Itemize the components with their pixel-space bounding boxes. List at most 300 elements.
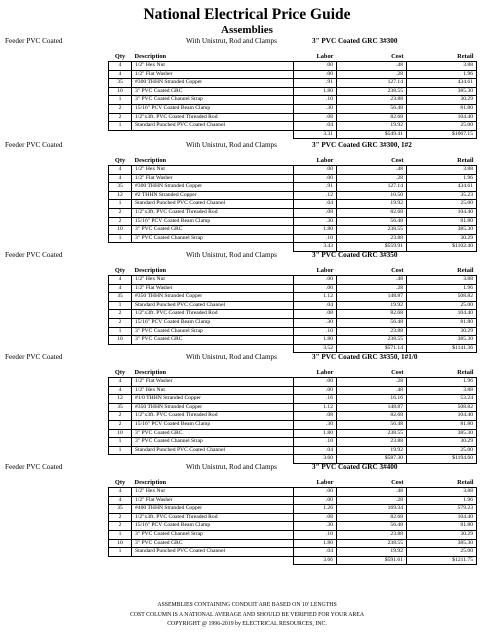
description-cell: 3" PVC Coated GRC xyxy=(132,539,294,548)
description-cell: 15/16" PCV Coated Beam Clamp xyxy=(132,318,294,327)
retail-cell: 1.96 xyxy=(407,70,477,79)
retail-cell: 1.96 xyxy=(407,174,477,183)
table-row xyxy=(109,208,477,217)
labor-cell: 1.80 xyxy=(294,539,337,548)
qty-cell: 10 xyxy=(109,539,132,548)
retail-cell: 434.61 xyxy=(407,79,477,88)
qty-cell: 4 xyxy=(109,166,132,175)
description-cell: 3" PVC Coated GRC xyxy=(132,336,294,345)
labor-cell: .04 xyxy=(294,548,337,557)
cost-cell: 19.92 xyxy=(337,446,407,455)
qty-cell: 1 xyxy=(109,530,132,539)
column-header-qty: Qty xyxy=(114,52,126,60)
retail-cell: 104.40 xyxy=(407,412,477,421)
qty-cell: 4 xyxy=(109,70,132,79)
labor-cell: .08 xyxy=(294,113,337,122)
assembly-table xyxy=(108,265,477,353)
assembly-table xyxy=(108,477,477,565)
qty-cell: 2 xyxy=(109,513,132,522)
cost-cell: 19.92 xyxy=(337,301,407,310)
assembly-block xyxy=(5,462,489,565)
retail-cell: 385.30 xyxy=(407,336,477,345)
cost-cell: .28 xyxy=(337,70,407,79)
cost-cell: 23.88 xyxy=(337,530,407,539)
qty-cell: 2 xyxy=(109,208,132,217)
table-row xyxy=(109,327,477,336)
assembly-header xyxy=(5,250,489,262)
labor-cell: .12 xyxy=(294,191,337,200)
cost-cell: .28 xyxy=(337,284,407,293)
cost-cell: 19.92 xyxy=(337,548,407,557)
retail-cell: 30.29 xyxy=(407,438,477,447)
description-cell: Standard Punched PVC Coated Channel xyxy=(132,122,294,131)
table-row xyxy=(109,505,477,514)
assembly-category: Feeder PVC Coated xyxy=(5,141,63,149)
description-cell: 15/16" PCV Coated Beam Clamp xyxy=(132,522,294,531)
labor-cell: .00 xyxy=(294,166,337,175)
column-header-cost: Cost xyxy=(391,156,404,164)
cost-cell: 56.48 xyxy=(337,104,407,113)
description-cell: 1/2" Flat Washer xyxy=(132,174,294,183)
cost-cell: 56.48 xyxy=(337,318,407,327)
cost-cell: .48 xyxy=(337,488,407,497)
labor-cell: .30 xyxy=(294,318,337,327)
assembly-header xyxy=(5,36,489,48)
column-header-cost: Cost xyxy=(391,478,404,486)
assembly-header xyxy=(5,352,489,364)
qty-cell: 35 xyxy=(109,505,132,514)
table-row xyxy=(109,104,477,113)
retail-cell: 508.82 xyxy=(407,293,477,302)
table-row xyxy=(109,420,477,429)
assembly-category: Feeder PVC Coated xyxy=(5,353,63,361)
column-header-labor: Labor xyxy=(316,156,334,164)
labor-cell: 1.80 xyxy=(294,429,337,438)
cost-cell: 16.16 xyxy=(337,395,407,404)
table-row xyxy=(109,548,477,557)
column-header-cost: Cost xyxy=(391,266,404,274)
description-cell: #350 THHN Stranded Copper xyxy=(132,293,294,302)
retail-cell: 81.80 xyxy=(407,522,477,531)
assembly-block xyxy=(5,140,489,252)
assembly-category: Feeder PVC Coated xyxy=(5,463,63,471)
column-header-retail: Retail xyxy=(457,266,474,274)
column-header-labor: Labor xyxy=(316,52,334,60)
qty-cell: 4 xyxy=(109,62,132,71)
table-row xyxy=(109,200,477,209)
retail-cell: 30.29 xyxy=(407,234,477,243)
table-row xyxy=(109,183,477,192)
table-row xyxy=(109,403,477,412)
cost-cell: .28 xyxy=(337,378,407,387)
retail-cell: 81.80 xyxy=(407,318,477,327)
qty-cell: 1 xyxy=(109,446,132,455)
table-row xyxy=(109,522,477,531)
column-header-description: Description xyxy=(134,478,167,486)
description-cell: 15/16" PCV Coated Beam Clamp xyxy=(132,420,294,429)
qty-cell: 10 xyxy=(109,336,132,345)
totals-spacer xyxy=(132,130,294,139)
table-row xyxy=(109,412,477,421)
qty-cell: 35 xyxy=(109,79,132,88)
totals-spacer xyxy=(132,556,294,565)
footer-line-1: ASSEMBLIES CONTAINING CONDUIT ARE BASED ON 10' LENGTHS xyxy=(157,602,337,608)
labor-cell: .00 xyxy=(294,62,337,71)
qty-cell: 2 xyxy=(109,318,132,327)
table-row xyxy=(109,488,477,497)
table-row xyxy=(109,513,477,522)
labor-cell: 1.80 xyxy=(294,87,337,96)
assembly-title: 3" PVC Coated GRC 3#350, 1#1/0 xyxy=(312,353,418,361)
column-header-retail: Retail xyxy=(457,478,474,486)
table-row xyxy=(109,79,477,88)
labor-cell: .10 xyxy=(294,327,337,336)
qty-cell: 1 xyxy=(109,327,132,336)
cost-cell: 169.34 xyxy=(337,505,407,514)
cost-cell: 23.88 xyxy=(337,327,407,336)
table-row xyxy=(109,276,477,285)
cost-cell: .48 xyxy=(337,386,407,395)
total-labor: 3.66 xyxy=(294,556,337,565)
page-subtitle: Assemblies xyxy=(221,24,273,36)
qty-cell: 35 xyxy=(109,293,132,302)
description-cell: 1/2" Hex Nut xyxy=(132,488,294,497)
labor-cell: 1.26 xyxy=(294,505,337,514)
cost-cell: 82.68 xyxy=(337,412,407,421)
description-cell: 1/2" Flat Washer xyxy=(132,70,294,79)
labor-cell: .04 xyxy=(294,446,337,455)
table-row xyxy=(109,87,477,96)
retail-cell: 81.80 xyxy=(407,420,477,429)
labor-cell: .04 xyxy=(294,301,337,310)
labor-cell: .10 xyxy=(294,96,337,105)
totals-spacer xyxy=(109,556,132,565)
retail-cell: 53.24 xyxy=(407,395,477,404)
cost-cell: 127.14 xyxy=(337,183,407,192)
retail-cell: 25.00 xyxy=(407,122,477,131)
assembly-method: With Unistrut, Rod and Clamps xyxy=(186,37,277,45)
cost-cell: 19.92 xyxy=(337,200,407,209)
description-cell: 15/16" PCV Coated Beam Clamp xyxy=(132,217,294,226)
assembly-category: Feeder PVC Coated xyxy=(5,37,63,45)
footer-line-3: COPYRIGHT @ 1996-2019 by ELECTRICAL RESOURCES, INC. xyxy=(167,621,327,627)
table-row xyxy=(109,496,477,505)
description-cell: #300 THHN Stranded Copper xyxy=(132,183,294,192)
description-cell: 3" PVC Coated Channel Strap xyxy=(132,234,294,243)
qty-cell: 1 xyxy=(109,438,132,447)
assembly-table xyxy=(108,367,477,464)
retail-cell: 385.30 xyxy=(407,539,477,548)
retail-cell: 25.00 xyxy=(407,301,477,310)
retail-cell: 579.23 xyxy=(407,505,477,514)
assembly-header xyxy=(5,462,489,474)
qty-cell: 2 xyxy=(109,412,132,421)
retail-cell: 3.88 xyxy=(407,276,477,285)
description-cell: 1/2" Flat Washer xyxy=(132,496,294,505)
description-cell: Standard Punched PVC Coated Channel xyxy=(132,446,294,455)
description-cell: #350 THHN Stranded Copper xyxy=(132,403,294,412)
cost-cell: 238.55 xyxy=(337,87,407,96)
qty-cell: 1 xyxy=(109,122,132,131)
qty-cell: 4 xyxy=(109,488,132,497)
totals-row xyxy=(109,556,477,565)
labor-cell: 1.12 xyxy=(294,293,337,302)
column-header-retail: Retail xyxy=(457,52,474,60)
table-row xyxy=(109,174,477,183)
qty-cell: 4 xyxy=(109,378,132,387)
qty-cell: 1 xyxy=(109,96,132,105)
cost-cell: 10.50 xyxy=(337,191,407,200)
qty-cell: 4 xyxy=(109,174,132,183)
total-retail: $1067.15 xyxy=(407,130,477,139)
retail-cell: 25.00 xyxy=(407,200,477,209)
cost-cell: 238.55 xyxy=(337,539,407,548)
labor-cell: 1.80 xyxy=(294,336,337,345)
retail-cell: 1.96 xyxy=(407,284,477,293)
total-cost: $591.61 xyxy=(337,556,407,565)
description-cell: 3" PVC Coated GRC xyxy=(132,429,294,438)
qty-cell: 1 xyxy=(109,301,132,310)
labor-cell: .00 xyxy=(294,284,337,293)
description-cell: 3" PVC Coated Channel Strap xyxy=(132,96,294,105)
qty-cell: 4 xyxy=(109,276,132,285)
cost-cell: 56.48 xyxy=(337,420,407,429)
cost-cell: 127.14 xyxy=(337,79,407,88)
description-cell: 15/16" PCV Coated Beam Clamp xyxy=(132,104,294,113)
total-cost: $559.91 xyxy=(337,243,407,252)
retail-cell: 104.40 xyxy=(407,208,477,217)
column-header-description: Description xyxy=(134,156,167,164)
labor-cell: .00 xyxy=(294,488,337,497)
retail-cell: 3.88 xyxy=(407,166,477,175)
assembly-title: 3" PVC Coated GRC 3#350 xyxy=(312,251,398,259)
retail-cell: 104.40 xyxy=(407,513,477,522)
cost-cell: 23.88 xyxy=(337,234,407,243)
table-row xyxy=(109,96,477,105)
table-row xyxy=(109,395,477,404)
description-cell: Standard Punched PVC Coated Channel xyxy=(132,200,294,209)
labor-cell: .10 xyxy=(294,530,337,539)
totals-row xyxy=(109,130,477,139)
table-row xyxy=(109,226,477,235)
column-header-cost: Cost xyxy=(391,368,404,376)
qty-cell: 35 xyxy=(109,183,132,192)
total-cost: $549.41 xyxy=(337,130,407,139)
qty-cell: 2 xyxy=(109,310,132,319)
assembly-block xyxy=(5,36,489,139)
labor-cell: .00 xyxy=(294,386,337,395)
qty-cell: 4 xyxy=(109,496,132,505)
qty-cell: 10 xyxy=(109,429,132,438)
table-header-row xyxy=(109,367,477,378)
table-row xyxy=(109,70,477,79)
labor-cell: .30 xyxy=(294,217,337,226)
labor-cell: .91 xyxy=(294,79,337,88)
total-labor: 3.31 xyxy=(294,130,337,139)
qty-cell: 2 xyxy=(109,217,132,226)
assembly-method: With Unistrut, Rod and Clamps xyxy=(186,463,277,471)
qty-cell: 1 xyxy=(109,200,132,209)
table-row xyxy=(109,62,477,71)
labor-cell: .00 xyxy=(294,276,337,285)
total-labor: 3.60 xyxy=(294,455,337,464)
table-row xyxy=(109,429,477,438)
cost-cell: 238.55 xyxy=(337,429,407,438)
table-header-row xyxy=(109,265,477,276)
cost-cell: 56.48 xyxy=(337,522,407,531)
assembly-title: 3" PVC Coated GRC 3#400 xyxy=(312,463,398,471)
column-header-qty: Qty xyxy=(114,266,126,274)
cost-cell: 82.68 xyxy=(337,113,407,122)
column-header-retail: Retail xyxy=(457,156,474,164)
column-header-labor: Labor xyxy=(316,478,334,486)
table-row xyxy=(109,217,477,226)
labor-cell: .30 xyxy=(294,420,337,429)
table-header-row xyxy=(109,477,477,488)
table-row xyxy=(109,234,477,243)
labor-cell: 1.12 xyxy=(294,403,337,412)
retail-cell: 104.40 xyxy=(407,310,477,319)
labor-cell: .08 xyxy=(294,310,337,319)
table-row xyxy=(109,113,477,122)
total-retail: $1141.36 xyxy=(407,344,477,353)
table-row xyxy=(109,378,477,387)
qty-cell: 2 xyxy=(109,420,132,429)
total-retail: $1194.60 xyxy=(407,455,477,464)
table-row xyxy=(109,530,477,539)
retail-cell: 104.40 xyxy=(407,113,477,122)
description-cell: #300 THHN Stranded Copper xyxy=(132,79,294,88)
labor-cell: .10 xyxy=(294,438,337,447)
assembly-method: With Unistrut, Rod and Clamps xyxy=(186,141,277,149)
table-row xyxy=(109,301,477,310)
description-cell: #2 THHN Stranded Copper xyxy=(132,191,294,200)
retail-cell: 25.00 xyxy=(407,446,477,455)
table-row xyxy=(109,438,477,447)
retail-cell: 1.96 xyxy=(407,496,477,505)
assembly-header xyxy=(5,140,489,152)
labor-cell: .10 xyxy=(294,234,337,243)
retail-cell: 3.88 xyxy=(407,386,477,395)
labor-cell: .00 xyxy=(294,70,337,79)
column-header-cost: Cost xyxy=(391,52,404,60)
cost-cell: 82.68 xyxy=(337,513,407,522)
retail-cell: 434.61 xyxy=(407,183,477,192)
retail-cell: 508.82 xyxy=(407,403,477,412)
total-labor: 3.43 xyxy=(294,243,337,252)
description-cell: 3" PVC Coated GRC xyxy=(132,87,294,96)
total-cost: $587.30 xyxy=(337,455,407,464)
description-cell: 1/2"x3ft. PVC Coated Threaded Rod xyxy=(132,113,294,122)
labor-cell: .30 xyxy=(294,104,337,113)
qty-cell: 1 xyxy=(109,234,132,243)
description-cell: 1/2"x3ft. PVC Coated Threaded Rod xyxy=(132,310,294,319)
assembly-method: With Unistrut, Rod and Clamps xyxy=(186,251,277,259)
description-cell: 1/2"x3ft. PVC Coated Threaded Rod xyxy=(132,513,294,522)
labor-cell: .91 xyxy=(294,183,337,192)
cost-cell: 148.87 xyxy=(337,403,407,412)
qty-cell: 12 xyxy=(109,395,132,404)
total-labor: 3.52 xyxy=(294,344,337,353)
description-cell: Standard Punched PVC Coated Channel xyxy=(132,548,294,557)
cost-cell: .28 xyxy=(337,174,407,183)
description-cell: #400 THHN Stranded Copper xyxy=(132,505,294,514)
qty-cell: 12 xyxy=(109,191,132,200)
cost-cell: 23.88 xyxy=(337,438,407,447)
retail-cell: 3.88 xyxy=(407,488,477,497)
labor-cell: 1.80 xyxy=(294,226,337,235)
qty-cell: 2 xyxy=(109,522,132,531)
labor-cell: .04 xyxy=(294,200,337,209)
retail-cell: 81.80 xyxy=(407,104,477,113)
labor-cell: .08 xyxy=(294,513,337,522)
page-title: National Electrical Price Guide xyxy=(143,6,351,23)
assembly-block xyxy=(5,250,489,353)
description-cell: #1/0 THHN Stranded Copper xyxy=(132,395,294,404)
labor-cell: .30 xyxy=(294,522,337,531)
labor-cell: .08 xyxy=(294,412,337,421)
table-row xyxy=(109,336,477,345)
labor-cell: .00 xyxy=(294,378,337,387)
cost-cell: .48 xyxy=(337,62,407,71)
cost-cell: .48 xyxy=(337,276,407,285)
retail-cell: 385.30 xyxy=(407,87,477,96)
assembly-title: 3" PVC Coated GRC 3#300 xyxy=(312,37,398,45)
table-row xyxy=(109,191,477,200)
assembly-method: With Unistrut, Rod and Clamps xyxy=(186,353,277,361)
labor-cell: .08 xyxy=(294,208,337,217)
assembly-table xyxy=(108,51,477,139)
retail-cell: 30.29 xyxy=(407,327,477,336)
cost-cell: 56.48 xyxy=(337,217,407,226)
cost-cell: 238.55 xyxy=(337,226,407,235)
table-row xyxy=(109,310,477,319)
table-row xyxy=(109,122,477,131)
assembly-block xyxy=(5,352,489,464)
column-header-qty: Qty xyxy=(114,478,126,486)
retail-cell: 3.88 xyxy=(407,62,477,71)
qty-cell: 1 xyxy=(109,548,132,557)
description-cell: 3" PVC Coated GRC xyxy=(132,226,294,235)
description-cell: 3" PVC Coated Channel Strap xyxy=(132,438,294,447)
description-cell: 1/2" Hex Nut xyxy=(132,386,294,395)
table-row xyxy=(109,284,477,293)
column-header-description: Description xyxy=(134,368,167,376)
description-cell: 1/2" Hex Nut xyxy=(132,62,294,71)
qty-cell: 4 xyxy=(109,284,132,293)
description-cell: 1/2" Hex Nut xyxy=(132,166,294,175)
table-header-row xyxy=(109,51,477,62)
cost-cell: 19.92 xyxy=(337,122,407,131)
cost-cell: 82.68 xyxy=(337,310,407,319)
table-header-row xyxy=(109,155,477,166)
column-header-description: Description xyxy=(134,266,167,274)
total-retail: $1102.40 xyxy=(407,243,477,252)
qty-cell: 10 xyxy=(109,226,132,235)
qty-cell: 2 xyxy=(109,113,132,122)
cost-cell: 238.55 xyxy=(337,336,407,345)
description-cell: Standard Punched PVC Coated Channel xyxy=(132,301,294,310)
column-header-qty: Qty xyxy=(114,368,126,376)
description-cell: 1/2"x3ft. PVC Coated Threaded Rod xyxy=(132,208,294,217)
retail-cell: 30.29 xyxy=(407,530,477,539)
description-cell: 3" PVC Coated Channel Strap xyxy=(132,530,294,539)
cost-cell: .48 xyxy=(337,166,407,175)
qty-cell: 10 xyxy=(109,87,132,96)
column-header-labor: Labor xyxy=(316,368,334,376)
labor-cell: .16 xyxy=(294,395,337,404)
column-header-retail: Retail xyxy=(457,368,474,376)
